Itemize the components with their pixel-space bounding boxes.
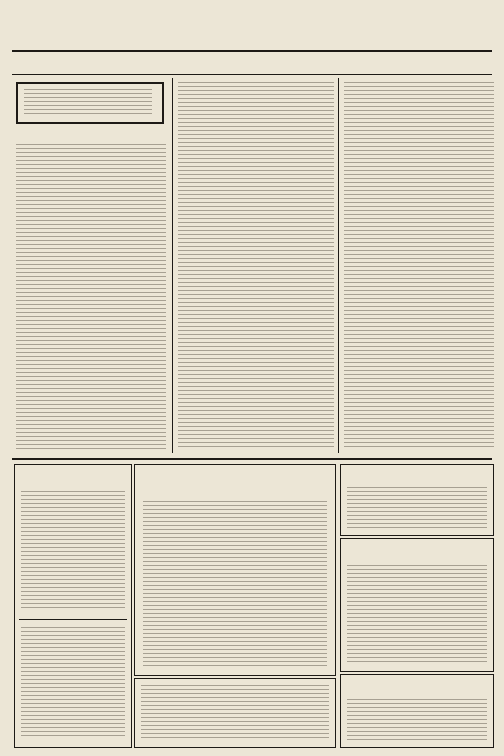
ad-right-bottom: [340, 674, 494, 748]
ad-text: [21, 491, 125, 611]
ad-right-top: [340, 464, 494, 536]
notice-text: [24, 89, 152, 115]
ad-divider: [19, 619, 127, 620]
ad-text: [347, 699, 487, 741]
masthead-title: [0, 0, 504, 50]
ad-text: [347, 487, 487, 529]
ad-right-mid: [340, 538, 494, 672]
framed-notice: [16, 82, 164, 124]
column-rule: [172, 78, 173, 453]
article-column-2: [178, 82, 334, 450]
ad-center-bottom: [134, 678, 336, 748]
ad-text: [143, 501, 327, 667]
ads-separator: [12, 458, 492, 460]
ad-left: [14, 464, 132, 748]
ad-text: [347, 565, 487, 665]
ad-text: [21, 627, 125, 737]
article-column-1: [16, 144, 166, 450]
ad-text: [141, 685, 329, 741]
column-rule: [338, 78, 339, 453]
issue-line: [12, 50, 492, 75]
article-column-3: [344, 82, 494, 450]
ad-center: [134, 464, 336, 676]
